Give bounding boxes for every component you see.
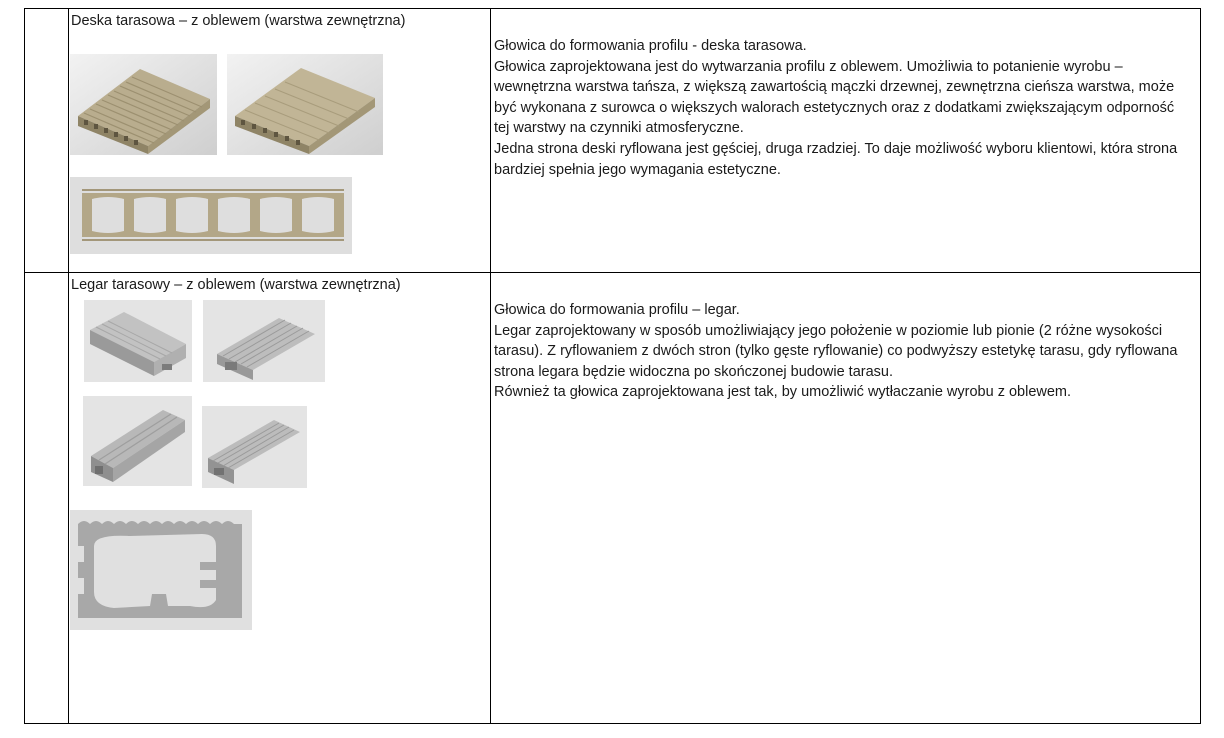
description-text	[494, 300, 1192, 403]
description-cell	[491, 9, 1201, 273]
image-cell	[69, 273, 491, 724]
row-number-cell	[25, 9, 69, 273]
table-row	[25, 9, 1201, 273]
description-cell	[491, 273, 1201, 724]
description-paragraph: Głowica do formowania profilu – legar.	[494, 302, 740, 318]
deck-board-render-2	[227, 54, 383, 155]
joist-render-2	[203, 300, 325, 382]
deck-board-cross-section	[70, 177, 352, 254]
deck-board-render-1	[70, 54, 217, 155]
row-number-cell	[25, 273, 69, 724]
joist-render-3	[83, 396, 192, 486]
description-paragraph: Głowica do formowania profilu - deska tarasowa.	[494, 38, 807, 54]
document-table	[24, 8, 1201, 724]
description-paragraph: Głowica zaprojektowana jest do wytwarzania profilu z oblewem. Umożliwia to potanienie wyrobu – wewnętrzna warstwa tańsza, z większą zawartością mączki drzewnej, zewnętrzna cieńsza warstwa, może być wykonana z surowca o większych walorach estetycznych oraz z dodatkami zwiększającym odporność tej warstwy na czynniki atmosferyczne.	[494, 58, 1175, 137]
table-row	[25, 273, 1201, 724]
row-title: Legar tarasowy – z oblewem (warstwa zewnętrzna)	[71, 277, 401, 293]
joist-render-4	[202, 406, 307, 488]
description-paragraph: Legar zaprojektowany w sposób umożliwiający jego położenie w poziomie lub pionie (2 różne wysokości tarasu). Z ryflowaniem z dwóch stron (tylko gęste ryflowanie) co podwyższy estetykę tarasu, gdy ryflowana strona legara będzie widoczna po skończonej budowie tarasu.	[494, 322, 1178, 380]
row-title: Deska tarasowa – z oblewem (warstwa zewnętrzna)	[71, 13, 406, 29]
joist-cross-section	[70, 510, 252, 630]
joist-render-1	[84, 300, 192, 382]
description-paragraph: Jedna strona deski ryflowana jest gęściej, druga rzadziej. To daje możliwość wyboru klientowi, która strona bardziej spełnia jego wymagania estetyczne.	[494, 140, 1178, 178]
description-text	[494, 36, 1192, 180]
description-paragraph: Również ta głowica zaprojektowana jest tak, by umożliwić wytłaczanie wyrobu z oblewem.	[494, 384, 1072, 401]
image-cell	[69, 9, 491, 273]
